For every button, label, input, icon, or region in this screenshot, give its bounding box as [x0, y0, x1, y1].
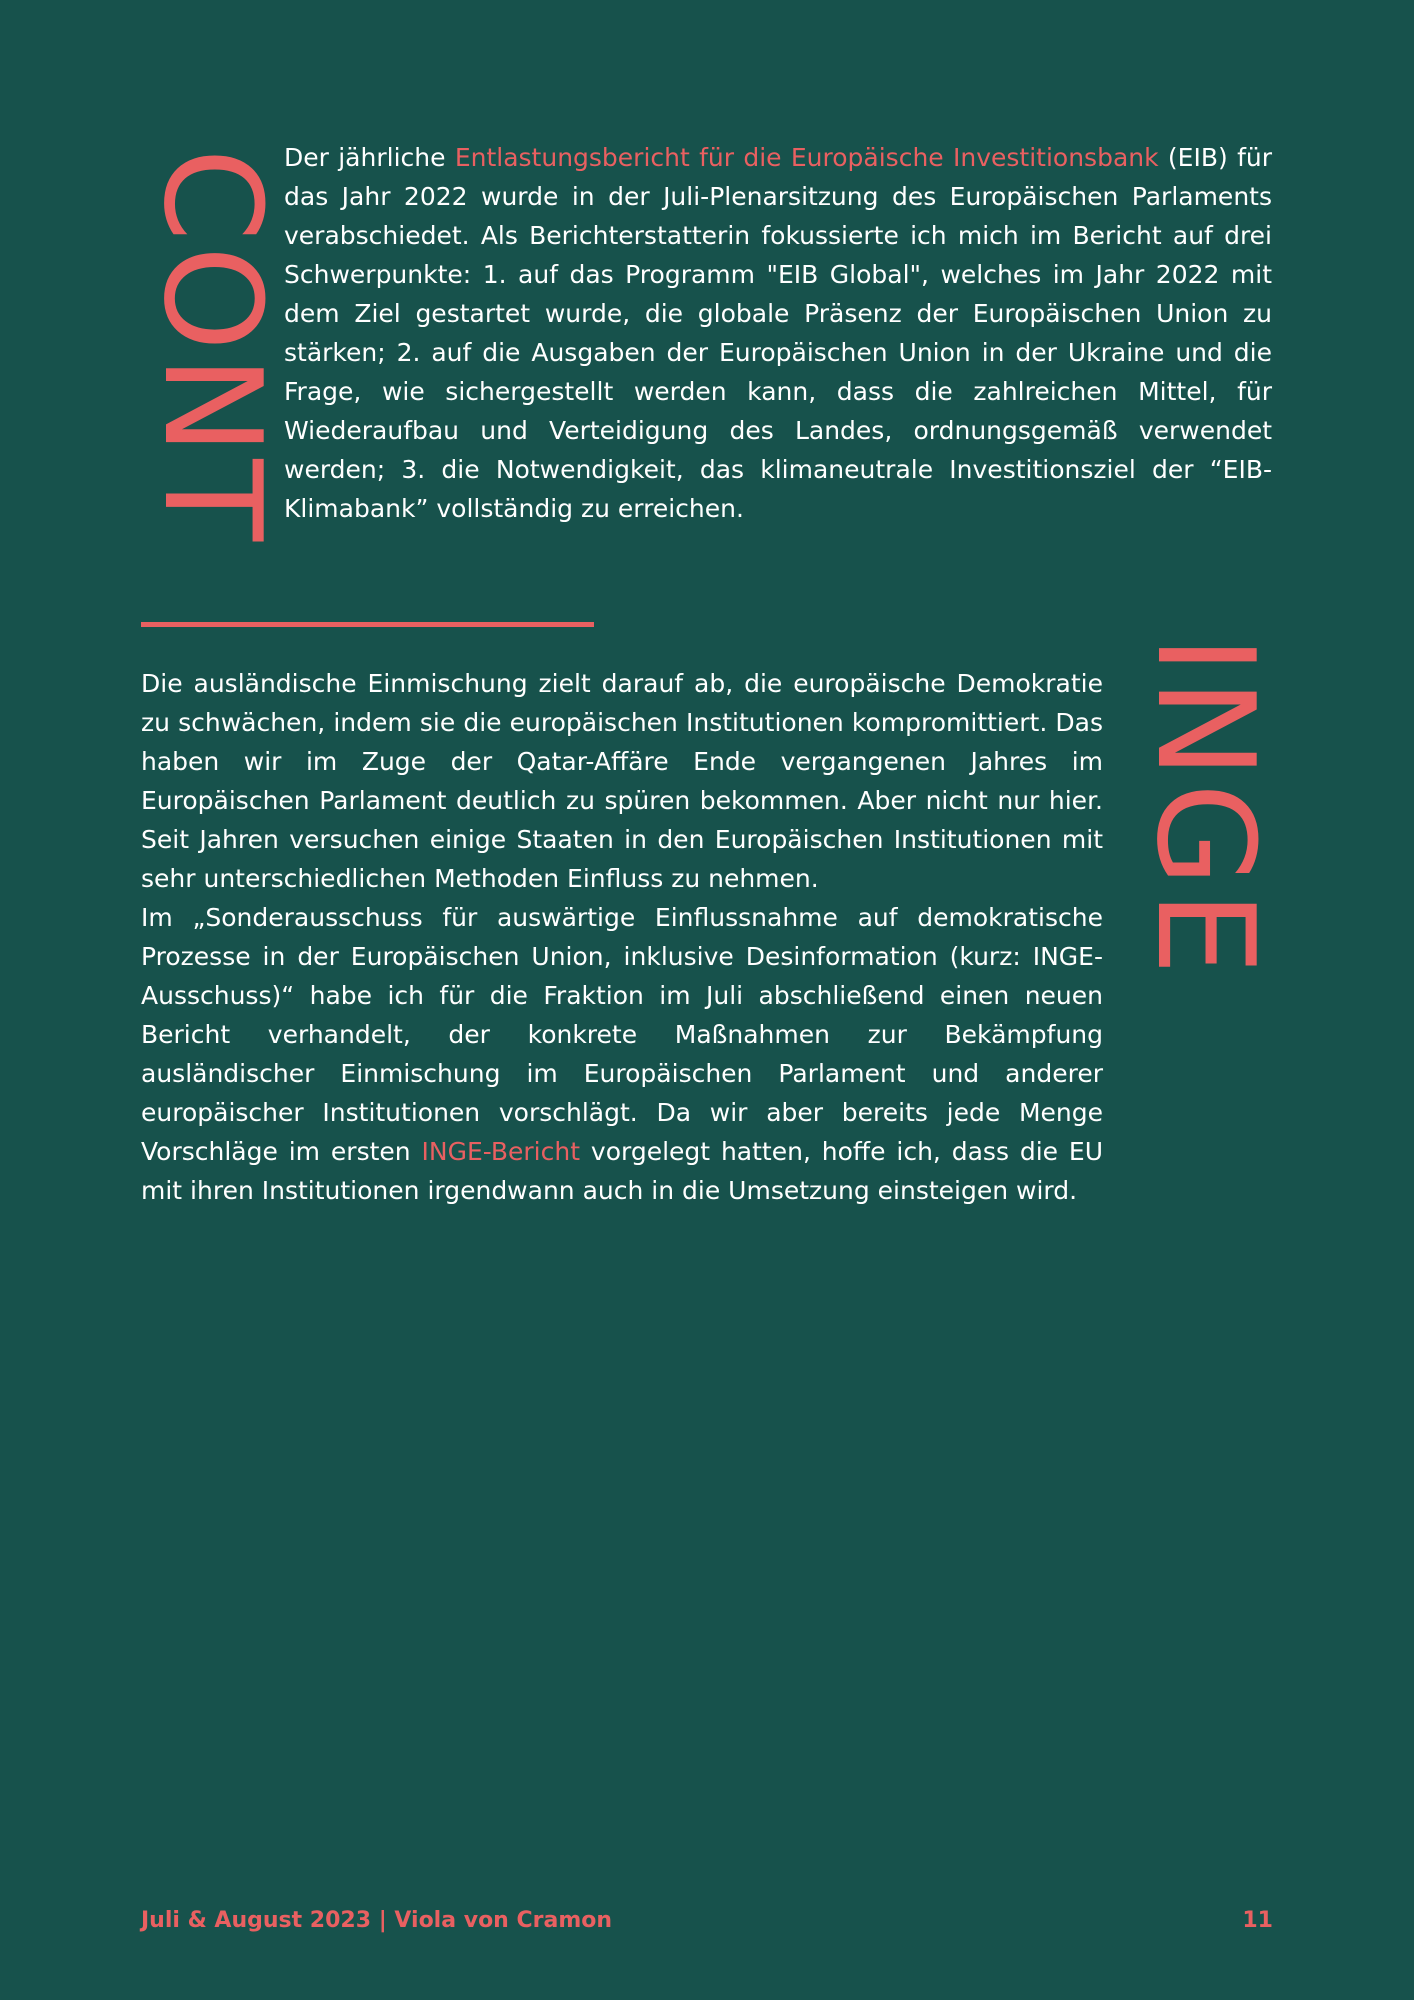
eib-report-link[interactable]: Entlastungsbericht für die Europäische Investitionsbank — [454, 143, 1159, 172]
inge-text-before: Im „Sonderausschuss für auswärtige Einflussnahme auf demokratische Prozesse in der Europäischen Union, inklusive Desinformation (kurz: INGE-Ausschuss)“ habe ich für die Fraktion im Juli abschließend einen neuen Bericht verhandelt, der konkrete Maßnahmen zur Bekämpfung ausländischer Einmischung im Europäischen Parlament und anderer europäischer Institutionen vorschlägt. Da wir aber bereits jede Menge Vorschläge im ersten — [141, 903, 1103, 1166]
footer-issue-author: Juli & August 2023 | Viola von Cramon — [141, 1908, 613, 1933]
inge-paragraph-2 — [141, 898, 1103, 1210]
section-label-inge: INGE — [1127, 635, 1283, 980]
section-label-cont: CONT — [134, 148, 290, 546]
inge-text-after: vorgelegt hatten, hoffe ich, dass die EU mit ihren Institutionen irgendwann auch in die Umsetzung einsteigen wird. — [141, 1137, 1103, 1205]
eib-paragraph — [284, 138, 1272, 528]
inge-paragraph-1: Die ausländische Einmischung zielt darauf ab, die europäische Demokratie zu schwächen, indem sie die europäischen Institutionen kompromittiert. Das haben wir im Zuge der Qatar-Affäre Ende vergangenen Jahres im Europäischen Parlament deutlich zu spüren bekommen. Aber nicht nur hier. Seit Jahren versuchen einige Staaten in den Europäischen Institutionen mit sehr unterschiedlichen Methoden Einfluss zu nehmen. — [141, 669, 1103, 893]
inge-report-link[interactable]: INGE-Bericht — [421, 1137, 581, 1166]
page-number: 11 — [1242, 1908, 1273, 1933]
eib-text-after: (EIB) für das Jahr 2022 wurde in der Juli-Plenarsitzung des Europäischen Parlaments verabschiedet. Als Berichterstatterin fokussierte ich mich im Bericht auf drei Schwerpunkte: 1. auf das Programm "EIB Global", welches im Jahr 2022 mit dem Ziel gestartet wurde, die globale Präsenz der Europäischen Union zu stärken; 2. auf die Ausgaben der Europäischen Union in der Ukraine und die Frage, wie sichergestellt werden kann, dass die zahlreichen Mittel, für Wiederaufbau und Verteidigung des Landes, ordnungsgemäß verwendet werden; 3. die Notwendigkeit, das klimaneutrale Investitionsziel der “EIB-Klimabank” vollständig zu erreichen. — [284, 143, 1272, 523]
inge-text-block — [141, 664, 1103, 1210]
section-divider — [141, 622, 594, 627]
eib-text-before: Der jährliche — [284, 143, 455, 172]
